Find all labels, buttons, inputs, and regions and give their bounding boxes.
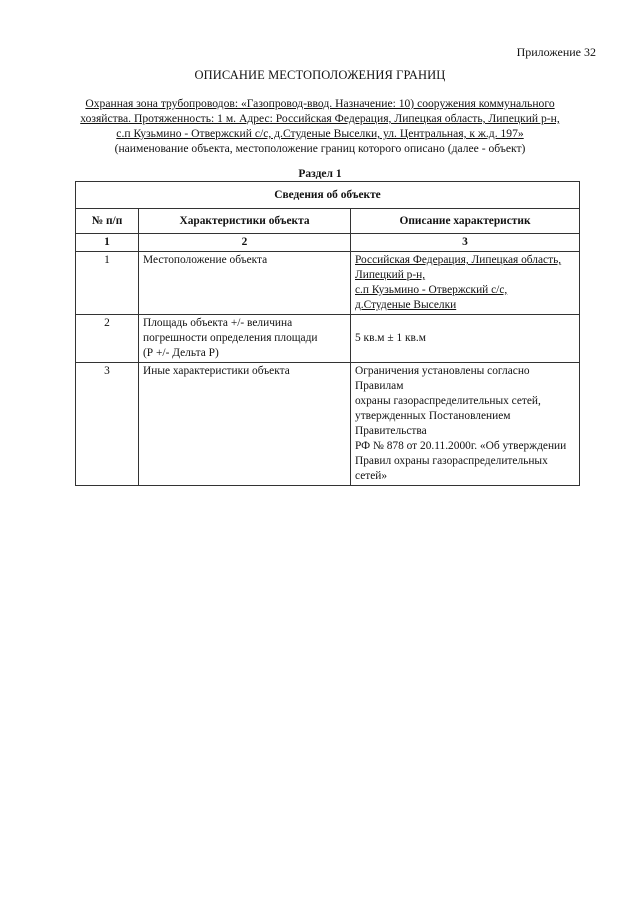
appendix-label: Приложение 32: [516, 45, 596, 59]
characteristic-line: (Р +/- Дельта Р): [143, 347, 219, 359]
object-name-line: с.п Кузьмино - Отвержский с/с, д.Студеные Выселки, ул. Центральная, к ж.д. 197»: [116, 127, 524, 140]
object-name-line: Охранная зона трубопроводов: «Газопровод-ввод. Назначение: 10) сооружения коммунального: [85, 97, 555, 110]
table-row: [76, 252, 580, 315]
characteristic-line: Площадь объекта +/- величина: [143, 317, 293, 329]
object-name: [80, 96, 560, 156]
table-row: [76, 363, 580, 486]
table-caption-row: [76, 182, 580, 209]
table-header-row: [76, 209, 580, 234]
row-num: 3: [76, 363, 139, 486]
object-name-caption: (наименование объекта, местоположение границ которого описано (далее - объект): [114, 142, 526, 155]
row-characteristic: Местоположение объекта: [139, 252, 351, 315]
description-line: утвержденных Постановлением Правительства: [355, 410, 511, 437]
section-title: Раздел 1: [298, 168, 342, 180]
object-name-line: хозяйства. Протяженность: 1 м. Адрес: Российская Федерация, Липецкая область, Липецкий р-н,: [80, 112, 560, 125]
row-characteristic: [139, 315, 351, 363]
col-number: 3: [351, 234, 580, 252]
row-characteristic: Иные характеристики объекта: [139, 363, 351, 486]
table-column-numbers-row: [76, 234, 580, 252]
description-line: Российская Федерация, Липецкая область,: [355, 254, 562, 266]
col-number: 2: [139, 234, 351, 252]
header-description: Описание характеристик: [351, 209, 580, 234]
col-number: 1: [76, 234, 139, 252]
header-num: № п/п: [76, 209, 139, 234]
header-characteristic: Характеристики объекта: [139, 209, 351, 234]
description-line: охраны газораспределительных сетей,: [355, 395, 541, 407]
description-line: РФ № 878 от 20.11.2000г. «Об утверждении: [355, 440, 567, 452]
description-line: Правил охраны газораспределительных сетей»: [355, 455, 548, 482]
description-line: д.Студеные Выселки: [355, 299, 457, 311]
row-description: [351, 363, 580, 486]
object-info-table: [75, 181, 580, 486]
document-title: ОПИСАНИЕ МЕСТОПОЛОЖЕНИЯ ГРАНИЦ: [194, 68, 446, 82]
row-num: 2: [76, 315, 139, 363]
row-description: 5 кв.м ± 1 кв.м: [351, 315, 580, 363]
row-num: 1: [76, 252, 139, 315]
table-caption: Сведения об объекте: [76, 182, 580, 209]
description-line: Липецкий р-н,: [355, 269, 426, 281]
row-description: [351, 252, 580, 315]
characteristic-line: погрешности определения площади: [143, 332, 318, 344]
description-line: с.п Кузьмино - Отвержский с/с,: [355, 284, 508, 296]
description-line: Ограничения установлены согласно Правилам: [355, 365, 530, 392]
table-row: [76, 315, 580, 363]
